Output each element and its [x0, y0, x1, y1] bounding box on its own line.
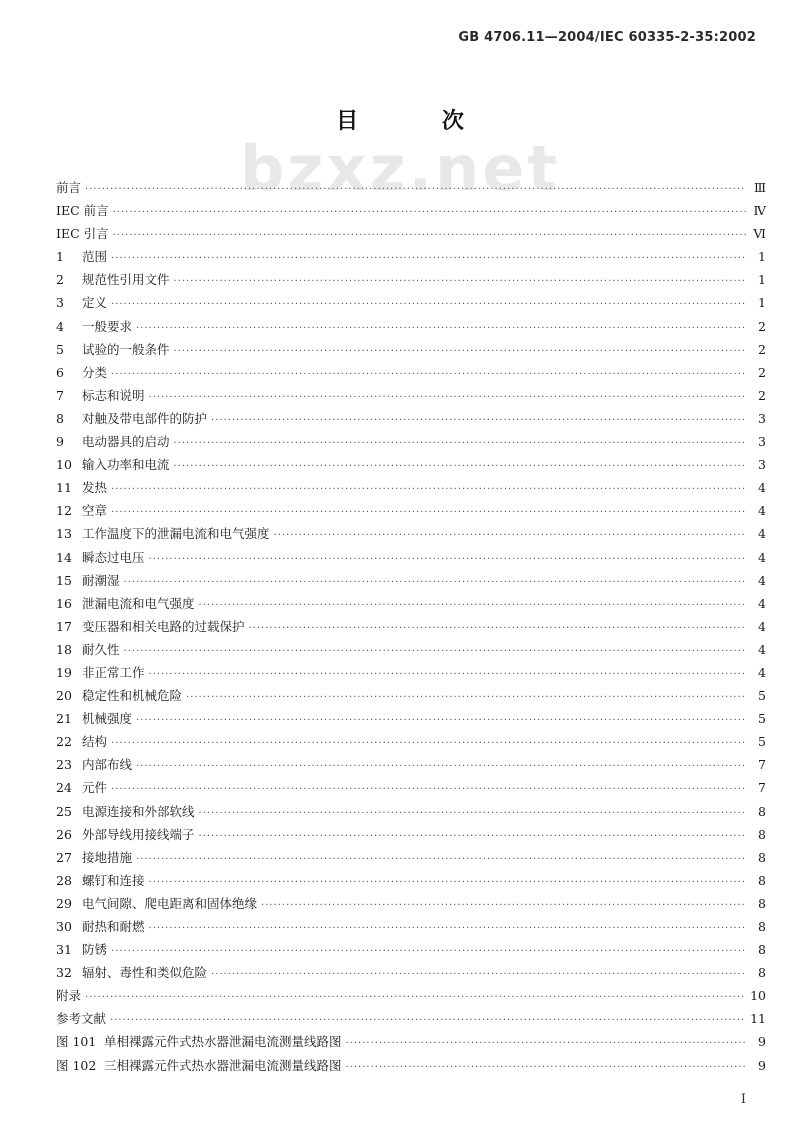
toc-entry-number: 26	[56, 826, 72, 842]
toc-entry[interactable]	[56, 615, 766, 638]
toc-entry-number: 11	[56, 480, 72, 496]
toc-leader-dots	[174, 270, 746, 293]
toc-entry-page: 2	[758, 318, 766, 334]
toc-entry[interactable]	[56, 846, 766, 869]
toc-entry-page: 7	[758, 780, 766, 796]
toc-entry-title: 范围	[82, 249, 108, 265]
toc-entry[interactable]	[56, 361, 766, 384]
toc-entry-page: 4	[758, 618, 766, 634]
toc-entry-number: 3	[56, 295, 64, 311]
toc-entry-page: 8	[758, 965, 766, 981]
toc-entry[interactable]	[56, 892, 766, 915]
toc-entry[interactable]	[56, 315, 766, 338]
toc-leader-dots	[113, 224, 746, 247]
toc-leader-dots	[149, 871, 746, 894]
toc-leader-dots	[113, 201, 746, 224]
toc-entry-number: 19	[56, 664, 72, 680]
toc-entry[interactable]	[56, 176, 766, 199]
toc-entry-title: 外部导线用接线端子	[82, 826, 195, 842]
toc-entry[interactable]	[56, 407, 766, 430]
toc-entry-page: 2	[758, 341, 766, 357]
toc-leader-dots	[111, 778, 746, 801]
toc-leader-dots	[111, 940, 746, 963]
toc-leader-dots	[174, 340, 746, 363]
toc-entry-number: 30	[56, 919, 72, 934]
toc-entry-title: 辐射、毒性和类似危险	[82, 965, 208, 981]
toc-entry-title: 一般要求	[82, 318, 133, 334]
toc-entry[interactable]	[56, 268, 766, 291]
toc-entry-page: 8	[758, 872, 766, 888]
toc-entry-page: 4	[758, 641, 766, 657]
toc-entry[interactable]	[56, 338, 766, 361]
toc-entry[interactable]	[56, 291, 766, 314]
toc-entry-title: IEC 前言	[56, 203, 109, 219]
toc-entry-page: 8	[758, 803, 766, 819]
toc-entry-page: 4	[758, 595, 766, 611]
toc-entry-title: 规范性引用文件	[82, 272, 170, 288]
toc-entry-page: 3	[758, 457, 766, 473]
toc-entry-number: 2	[56, 272, 64, 288]
toc-entry-number: 12	[56, 503, 72, 519]
toc-entry-number: 31	[56, 942, 72, 958]
toc-entry-page: 10	[750, 988, 766, 1004]
toc-entry-page: 2	[758, 364, 766, 380]
toc-entry[interactable]	[56, 938, 766, 961]
toc-entry[interactable]	[56, 961, 766, 984]
toc-entry-number: 20	[56, 688, 72, 704]
toc-entry-page: 4	[758, 526, 766, 542]
toc-entry-title: 电气间隙、爬电距离和固体绝缘	[82, 895, 258, 911]
toc-entry-page: 3	[758, 410, 766, 426]
toc-entry-page: 8	[758, 942, 766, 958]
watermark: bzxz.net	[240, 132, 560, 205]
toc-entry[interactable]	[56, 546, 766, 569]
toc-leader-dots	[274, 524, 746, 547]
toc-entry-page: 1	[758, 249, 766, 265]
toc-leader-dots	[249, 617, 746, 640]
toc-leader-dots	[149, 548, 746, 571]
toc-entry-number: 图 101	[56, 1034, 97, 1050]
toc-entry-title: 电动器具的启动	[82, 434, 170, 450]
toc-entry-title: 泄漏电流和电气强度	[82, 595, 195, 611]
toc-leader-dots	[346, 1056, 746, 1079]
toc-entry-number: 24	[56, 780, 72, 796]
toc-leader-dots	[149, 917, 746, 940]
toc-entry-title: 机械强度	[82, 711, 133, 727]
toc-leader-dots	[211, 963, 746, 986]
toc-entry-number: 13	[56, 526, 72, 542]
toc-entry[interactable]	[56, 823, 766, 846]
toc-entry-number: 27	[56, 849, 72, 865]
toc-entry-number: 14	[56, 549, 72, 565]
toc-entry-title: 元件	[82, 780, 108, 796]
toc-entry[interactable]	[56, 453, 766, 476]
toc-entry-number: 29	[56, 895, 72, 911]
toc-leader-dots	[199, 802, 746, 825]
toc-entry-page: 4	[758, 549, 766, 565]
toc-entry-title: 瞬态过电压	[82, 549, 145, 565]
toc-entry[interactable]	[56, 592, 766, 615]
toc-leader-dots	[111, 363, 746, 386]
toc-entry[interactable]	[56, 869, 766, 892]
page-number: Ⅰ	[740, 1092, 746, 1107]
toc-entry-page: 8	[758, 826, 766, 842]
toc-entry-page: 8	[758, 849, 766, 865]
toc-entry-page: Ⅵ	[753, 226, 766, 242]
toc-entry-title: 接地措施	[82, 849, 133, 865]
toc-entry-title: 试验的一般条件	[82, 341, 170, 357]
toc-entry-number: 4	[56, 318, 64, 334]
toc-entry-title: 变压器和相关电路的过载保护	[82, 618, 245, 634]
toc-entry-number: 8	[56, 410, 64, 426]
toc-entry-title: 定义	[82, 295, 108, 311]
toc-entry-title: 非正常工作	[82, 664, 145, 680]
toc-entry[interactable]	[56, 430, 766, 453]
toc-leader-dots	[110, 1009, 746, 1032]
toc-entry-number: 7	[56, 387, 64, 403]
toc-entry-page: 1	[758, 272, 766, 288]
toc-entry-number: 28	[56, 872, 72, 888]
toc-entry-number: 21	[56, 711, 72, 727]
toc-entry-number: 6	[56, 364, 64, 380]
toc-entry-number: 25	[56, 803, 72, 819]
toc-leader-dots	[149, 386, 746, 409]
toc-entry-title: 发热	[82, 480, 108, 496]
toc-leader-dots	[111, 732, 746, 755]
toc-entry-number: 17	[56, 618, 72, 634]
toc-entry[interactable]	[56, 499, 766, 522]
standard-code: GB 4706.11—2004/IEC 60335-2-35:2002	[458, 30, 756, 45]
toc-entry[interactable]	[56, 222, 766, 245]
toc-entry-page: 7	[758, 757, 766, 773]
toc-entry-page: 2	[758, 387, 766, 403]
toc-entry[interactable]	[56, 569, 766, 592]
toc-entry[interactable]	[56, 776, 766, 799]
toc-entry[interactable]	[56, 684, 766, 707]
toc-leader-dots	[199, 594, 746, 617]
toc-entry[interactable]	[56, 661, 766, 684]
toc-leader-dots	[136, 755, 746, 778]
toc-entry-page: 9	[758, 1057, 766, 1073]
toc-entry-page: 4	[758, 572, 766, 588]
toc-entry[interactable]	[56, 915, 766, 938]
toc-leader-dots	[111, 501, 746, 524]
toc-entry-page: 4	[758, 503, 766, 519]
toc-entry[interactable]	[56, 1007, 766, 1030]
toc-entry-title: 分类	[82, 364, 108, 380]
toc-leader-dots	[111, 247, 746, 270]
toc-entry[interactable]	[56, 753, 766, 776]
toc-leader-dots	[199, 825, 746, 848]
toc-leader-dots	[211, 409, 746, 432]
toc-entry-title: 电源连接和外部软线	[82, 803, 195, 819]
toc-entry-page: 4	[758, 480, 766, 496]
toc-entry[interactable]	[56, 199, 766, 222]
toc-entry-number: 9	[56, 434, 64, 450]
toc-entry-title: 输入功率和电流	[82, 457, 170, 473]
toc-entry-title: 耐久性	[82, 641, 120, 657]
toc-entry[interactable]	[56, 1054, 766, 1077]
toc-leader-dots	[174, 432, 746, 455]
toc-leader-dots	[85, 178, 746, 201]
toc-leader-dots	[136, 848, 746, 871]
toc-entry-title: 内部布线	[82, 757, 133, 773]
toc-entry-number: 5	[56, 341, 64, 357]
toc-entry[interactable]	[56, 384, 766, 407]
toc-entry-title: 螺钉和连接	[82, 872, 145, 888]
toc-entry-page: Ⅳ	[753, 203, 766, 219]
page-title: 目 次	[336, 109, 502, 134]
toc-entry-title: 防锈	[82, 942, 108, 958]
toc-entry-title: 耐热和耐燃	[82, 919, 145, 934]
toc-entry[interactable]	[56, 800, 766, 823]
toc-entry[interactable]	[56, 1030, 766, 1053]
toc-entry-page: 11	[750, 1011, 766, 1027]
toc-entry-title: 附录	[56, 988, 82, 1004]
toc-entry[interactable]	[56, 522, 766, 545]
toc-entry-title: 单相裸露元件式热水器泄漏电流测量线路图	[104, 1034, 342, 1050]
toc-entry-title: 空章	[82, 503, 108, 519]
toc-entry-page: 8	[758, 919, 766, 934]
toc-leader-dots	[186, 686, 746, 709]
toc-entry[interactable]	[56, 638, 766, 661]
toc-entry-page: 4	[758, 664, 766, 680]
toc-entry-title: 工作温度下的泄漏电流和电气强度	[82, 526, 270, 542]
toc-entry-number: 23	[56, 757, 72, 773]
toc-leader-dots	[136, 317, 746, 340]
toc-entry-page: 5	[758, 734, 766, 750]
toc-entry-number: 图 102	[56, 1057, 97, 1073]
toc-entry-title: 稳定性和机械危险	[82, 688, 183, 704]
toc-entry-page: 9	[758, 1034, 766, 1050]
toc-entry-number: 15	[56, 572, 72, 588]
toc-entry[interactable]	[56, 245, 766, 268]
toc-entry-number: 1	[56, 249, 64, 265]
toc-leader-dots	[85, 986, 746, 1009]
toc-entry-number: 32	[56, 965, 72, 981]
toc-entry-page: 8	[758, 895, 766, 911]
toc-entry-number: 16	[56, 595, 72, 611]
toc-leader-dots	[124, 640, 746, 663]
toc-entry-title: IEC 引言	[56, 226, 109, 242]
toc-entry[interactable]	[56, 476, 766, 499]
table-of-contents	[56, 176, 766, 1077]
toc-entry-page: 3	[758, 434, 766, 450]
toc-entry-page: 5	[758, 688, 766, 704]
toc-entry-page: 1	[758, 295, 766, 311]
toc-leader-dots	[174, 455, 746, 478]
toc-entry-page: 5	[758, 711, 766, 727]
toc-entry-number: 22	[56, 734, 72, 750]
toc-entry[interactable]	[56, 707, 766, 730]
toc-entry-page: Ⅲ	[753, 180, 766, 195]
toc-entry-title: 对触及带电部件的防护	[82, 410, 208, 426]
toc-entry-number: 10	[56, 457, 72, 473]
toc-entry-title: 三相裸露元件式热水器泄漏电流测量线路图	[104, 1057, 342, 1073]
toc-entry[interactable]	[56, 730, 766, 753]
toc-leader-dots	[111, 478, 746, 501]
toc-leader-dots	[149, 663, 746, 686]
toc-entry-title: 参考文献	[56, 1011, 107, 1027]
toc-leader-dots	[136, 709, 746, 732]
toc-entry-title: 标志和说明	[82, 387, 145, 403]
toc-leader-dots	[124, 571, 746, 594]
toc-entry-title: 前言	[56, 180, 82, 195]
toc-leader-dots	[111, 293, 746, 316]
toc-entry-title: 结构	[82, 734, 108, 750]
toc-leader-dots	[261, 894, 746, 917]
toc-entry-title: 耐潮湿	[82, 572, 120, 588]
toc-entry-number: 18	[56, 641, 72, 657]
toc-entry[interactable]	[56, 984, 766, 1007]
toc-leader-dots	[346, 1032, 746, 1055]
